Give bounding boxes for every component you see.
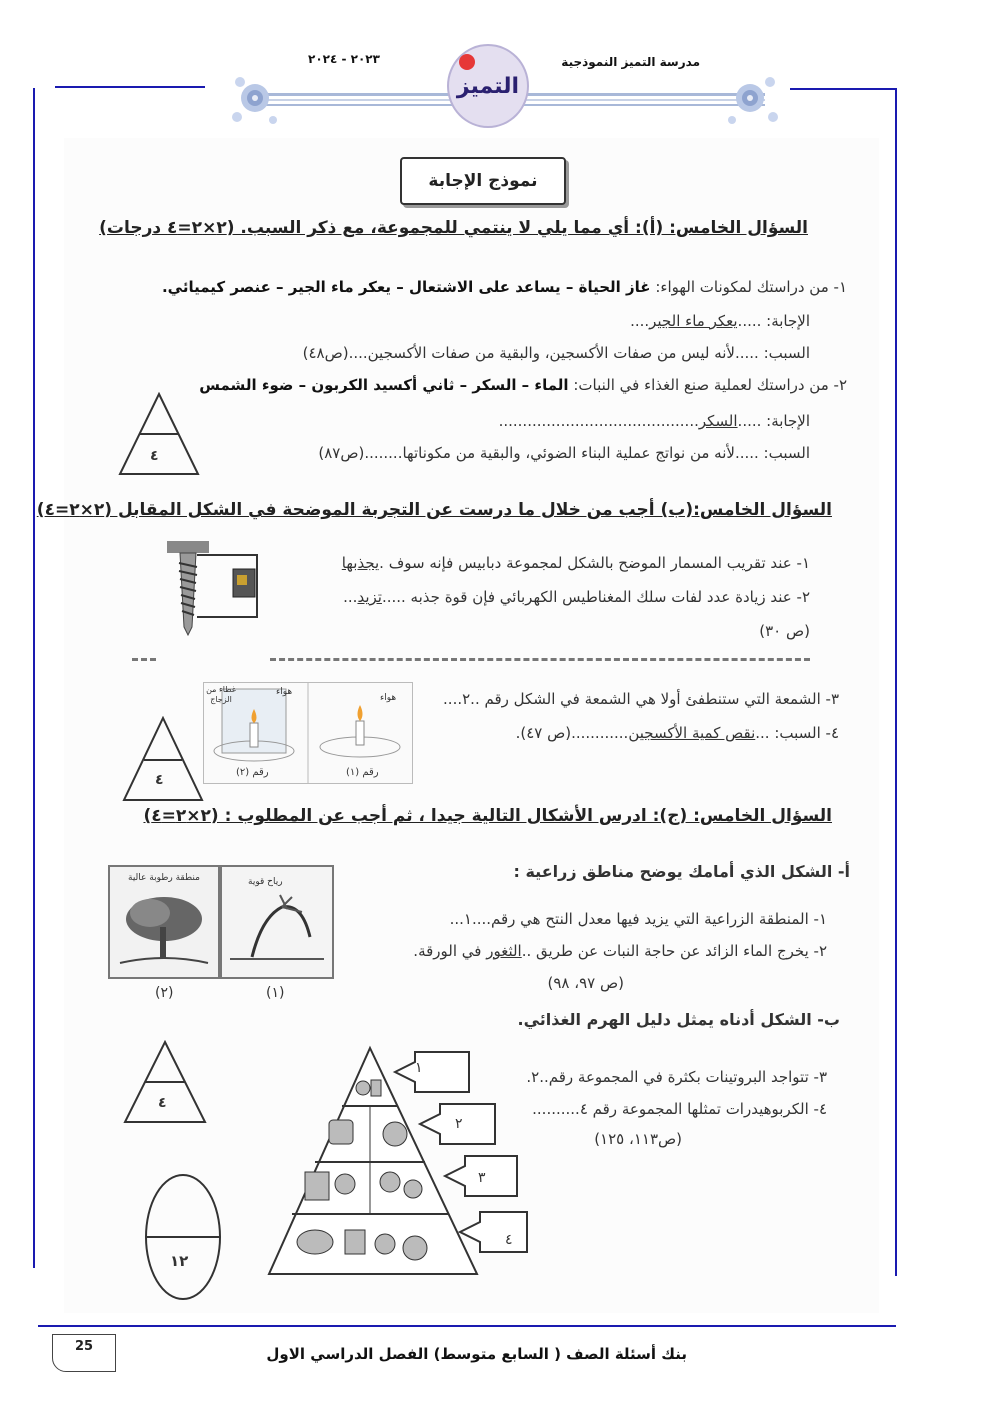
plant-2-number: (٢)	[155, 985, 174, 1001]
section-c-a1: ١- المنطقة الزراعية التي يزيد فيها معدل النتح هي رقم....١...	[449, 910, 827, 928]
section-b-q2: ٢- عند زيادة عدد لفات سلك المغناطيس الكهربائي فإن قوة جذبه .....تزيد...	[343, 588, 810, 606]
score-a-value: ٤	[150, 448, 159, 464]
section-c-b3: ٣- تتواجد البروتينات بكثرة في المجموعة رقم..٢.	[526, 1068, 827, 1086]
pyramid-arrow-1-label: ١	[415, 1060, 423, 1076]
frame-left-line	[33, 88, 35, 1268]
section-a-q1-answer: الإجابة: .....يعكر ماء الجير....	[630, 312, 810, 330]
candle-tag-glass: غطاء من الزجاج	[206, 685, 236, 704]
section-b-q4: ٤- السبب: ...نقص كمية الأكسجين............(ص ٤٧).	[515, 724, 839, 742]
section-b-q3: ٣- الشمعة التي ستنطفئ أولا هي الشمعة في الشكل رقم ..٢....	[443, 690, 839, 708]
section-c-a-ref: (ص ٩٧، ٩٨)	[547, 974, 624, 992]
score-c-value: ٤	[158, 1095, 167, 1111]
school-year: ٢٠٢٣ - ٢٠٢٤	[308, 52, 380, 66]
section-a-q2-answer: الإجابة: .....السكر..........................................	[498, 412, 810, 430]
score-triangle-b	[122, 716, 204, 802]
total-score-oval	[143, 1173, 223, 1301]
section-c-b4: ٤- الكربوهيدرات تمثلها المجموعة رقم ٤..........	[532, 1100, 827, 1118]
score-triangle-a	[118, 392, 200, 476]
candle-tag-air-2: هواء	[380, 693, 397, 703]
pyramid-arrow-4-label: ٤	[505, 1232, 513, 1248]
plant-image-2	[108, 865, 220, 979]
section-a-q2-line: ٢- من دراستك لعملية صنع الغذاء في النبات: الماء – السكر – ثاني أكسيد الكربون – ضوء الشمس	[199, 376, 847, 394]
section-a-q1-line: ١- من دراستك لمكونات الهواء: غاز الحياة – يساعد على الاشتعال – يعكر ماء الجير – عنصر كيميائي.	[161, 278, 847, 296]
section-b-heading: السؤال الخامس:(ب) أجب من خلال ما درست عن التجربة الموضحة في الشكل المقابل (٢×٢=٤)	[36, 500, 832, 520]
tree-icon-2	[110, 867, 218, 977]
food-pyramid	[265, 1044, 530, 1284]
page-number: 25	[74, 1339, 94, 1354]
answer-key-title: نموذج الإجابة	[400, 157, 566, 205]
school-name: مدرسة التميز النموذجية	[561, 55, 700, 69]
tree-icon-1	[222, 867, 332, 977]
plant-1-caption: رياح قوية	[248, 877, 283, 887]
candle-fig1-label: رقم (١)	[346, 767, 379, 778]
section-b-q1: ١- عند تقريب المسمار الموضح بالشكل لمجموعة دبابيس فإنه سوف .يجذبها	[341, 554, 810, 572]
section-a-q1-reason: السبب: .....لأنه ليس من صفات الأكسجين، والبقية من صفات الأكسجين....(ص٤٨)	[302, 344, 810, 362]
candle-fig2-label: رقم (٢)	[236, 767, 269, 778]
candle-tag-air: هواء	[276, 687, 293, 697]
section-a-heading: السؤال الخامس: (أ): أي مما يلي لا ينتمي للمجموعة، مع ذكر السبب. (٢×٢=٤ درجات)	[99, 218, 808, 238]
dashed-divider-left	[132, 658, 156, 661]
section-b-page-ref: (ص ٣٠)	[759, 622, 810, 640]
frame-bottom-line	[38, 1325, 896, 1327]
logo-text: التميز	[456, 74, 520, 99]
frame-right-line	[895, 88, 897, 1276]
section-c-part-a-title: أ- الشكل الذي أمامك يوضح مناطق زراعية :	[513, 862, 850, 881]
section-c-heading: السؤال الخامس: (ج): ادرس الأشكال التالية جيدا ، ثم أجب عن المطلوب : (٢×٢=٤)	[143, 806, 832, 826]
page-number-box	[52, 1334, 116, 1372]
pyramid-arrow-2-label: ٢	[455, 1116, 463, 1132]
plant-1-number: (١)	[266, 985, 285, 1001]
electromagnet-figure	[165, 537, 265, 637]
frame-top-right-line	[790, 88, 897, 90]
candle-figure	[203, 682, 413, 784]
footer-text: بنك أسئلة الصف ( السابع متوسط) الفصل الدراسي الاول	[266, 1345, 687, 1363]
total-score-value: ١٢	[170, 1252, 189, 1270]
pyramid-arrow-3-label: ٣	[478, 1170, 486, 1186]
score-triangle-c	[123, 1040, 207, 1124]
plant-2-caption: منطقة رطوبة عالية	[128, 873, 200, 883]
section-c-a2: ٢- يخرج الماء الزائد عن حاجة النبات عن طريق ..الثغور في الورقة.	[413, 942, 827, 960]
section-c-part-b-title: ب- الشكل أدناه يمثل دليل الهرم الغذائي.	[517, 1010, 840, 1029]
frame-top-left-line	[55, 86, 205, 88]
score-b-value: ٤	[155, 772, 164, 788]
dashed-divider-right	[270, 658, 810, 661]
red-dot-icon	[459, 54, 475, 70]
plant-image-1	[220, 865, 334, 979]
section-a-q2-reason: السبب: .....لأنه من نواتج عملية البناء الضوئي، والبقية من مكوناتها........(ص٨٧)	[318, 444, 810, 462]
section-c-b-ref: (ص١١٣، ١٢٥)	[594, 1130, 682, 1148]
school-logo	[447, 44, 529, 128]
